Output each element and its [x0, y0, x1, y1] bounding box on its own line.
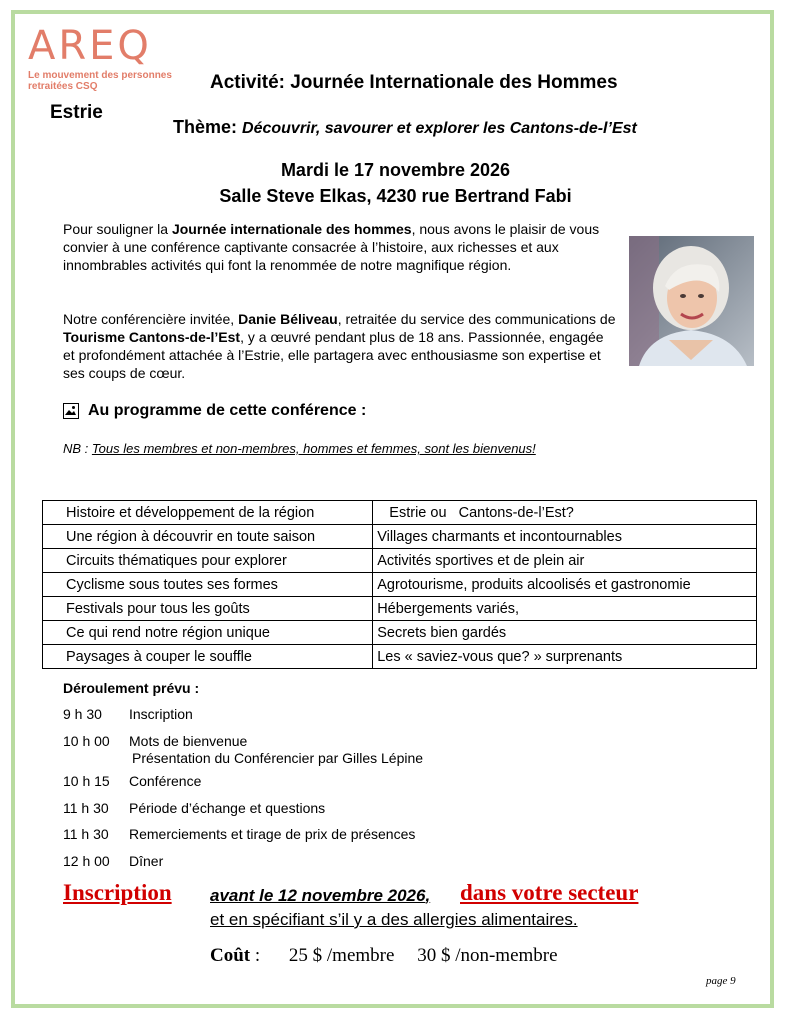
topic-cell-left: Une région à découvrir en toute saison	[43, 525, 373, 549]
intro-paragraph-2	[63, 310, 618, 382]
registration-deadline	[210, 886, 430, 906]
topic-cell-left: Festivals pour tous les goûts	[43, 597, 373, 621]
schedule-label: Conférence	[129, 773, 202, 789]
schedule-time: 11 h 30	[63, 826, 109, 842]
event-date: Mardi le 17 novembre 2026	[280, 160, 511, 180]
table-row	[43, 645, 757, 669]
program-heading	[63, 402, 366, 420]
registration-allergy-note: et en spécifiant s’il y a des allergies alimentaires.	[210, 910, 578, 929]
activity-title: Activité: Journée Internationale des Hommes	[210, 72, 618, 93]
table-row	[43, 597, 757, 621]
areq-logo	[28, 23, 198, 92]
program-title: Au programme de cette conférence :	[88, 402, 367, 419]
topic-cell-right: Hébergements variés,	[373, 597, 757, 621]
topics-table	[42, 500, 757, 669]
table-row	[43, 525, 757, 549]
speaker-text: , retraitée du service des communications de	[337, 311, 616, 327]
table-row	[43, 621, 757, 645]
intro-text: , nous avons le plaisir de vous convier à une conférence captivante consacrée à l’histoire, aux richesses et aux innombrables activités qui font la renommée de notre magnifique région.	[63, 221, 600, 273]
registration-where: dans votre secteur	[460, 880, 639, 905]
topic-cell-right: Secrets bien gardés	[373, 621, 757, 645]
cost-nonmember: 30 $ /non-membre	[417, 945, 558, 966]
schedule-label: Inscription	[129, 706, 193, 722]
schedule-label: Dîner	[129, 853, 164, 869]
schedule-label: Remerciements et tirage de prix de présences	[129, 826, 416, 842]
topic-cell-right: Agrotourisme, produits alcoolisés et gastronomie	[373, 573, 757, 597]
registration-deadline-comma: ,	[425, 886, 431, 905]
table-row	[43, 501, 757, 525]
speaker-text: Notre conférencière invitée,	[63, 311, 239, 327]
topic-cell-right: Villages charmants et incontournables	[373, 525, 757, 549]
topic-cell-left: Paysages à couper le souffle	[43, 645, 373, 669]
logo-tagline	[28, 70, 198, 92]
logo-tagline-line1: Le mouvement des personnes	[28, 70, 172, 81]
nb-label: NB :	[63, 441, 92, 456]
logo-wordmark: AREQ	[28, 23, 152, 69]
schedule-title: Déroulement prévu :	[63, 680, 200, 696]
intro-paragraph-1	[63, 220, 618, 274]
speaker-photo	[629, 236, 754, 366]
schedule-item	[63, 826, 415, 843]
schedule-time: 11 h 30	[63, 800, 109, 816]
schedule-sub-label: Présentation du Conférencier par Gilles Lépine	[132, 750, 424, 766]
schedule-item	[63, 773, 201, 790]
nb-note	[63, 441, 536, 456]
nb-text: Tous les membres et non-membres, hommes et femmes, sont les bienvenus!	[91, 441, 536, 456]
speaker-organization: Tourisme Cantons-de-l’Est	[63, 329, 241, 345]
schedule-time: 12 h 00	[63, 853, 110, 869]
intro-bold: Journée internationale des hommes	[171, 221, 412, 237]
schedule-label: Période d’échange et questions	[129, 800, 326, 816]
topic-cell-right: Les « saviez-vous que? » surprenants	[373, 645, 757, 669]
page-number: page 9	[706, 975, 736, 987]
schedule-time: 9 h 30	[63, 706, 102, 722]
registration-label: Inscription	[63, 880, 172, 905]
topic-cell-left: Cyclisme sous toutes ses formes	[43, 573, 373, 597]
cost-member: 25 $ /membre	[288, 945, 395, 966]
picture-icon	[63, 403, 79, 419]
schedule-item	[63, 733, 423, 767]
topic-cell-right: Activités sportives et de plein air	[373, 549, 757, 573]
theme-label: Thème:	[173, 117, 238, 137]
topic-cell-left: Circuits thématiques pour explorer	[43, 549, 373, 573]
schedule-item	[63, 853, 163, 870]
table-row	[43, 549, 757, 573]
schedule-item	[63, 706, 193, 723]
schedule-label: Mots de bienvenue	[129, 733, 248, 749]
schedule-time: 10 h 15	[63, 773, 110, 789]
schedule-item	[63, 800, 325, 817]
schedule-time: 10 h 00	[63, 733, 110, 749]
cost-separator: :	[250, 945, 261, 966]
region-label: Estrie	[50, 102, 103, 123]
registration-deadline-text: avant le 12 novembre 2026	[210, 886, 426, 905]
cost-line	[210, 945, 558, 967]
topic-cell-right: Estrie ou Cantons-de-l’Est?	[373, 501, 757, 525]
cost-label: Coût	[210, 945, 251, 966]
speaker-text: , y a œuvré pendant plus de 18 ans. Passionnée, engagée et profondément attachée à l’Estrie, elle partagera avec enthousiasme son expertise et ses coups de cœur.	[63, 329, 604, 381]
logo-tagline-line2: retraitées CSQ	[28, 81, 98, 92]
topic-cell-left: Ce qui rend notre région unique	[43, 621, 373, 645]
theme-line	[173, 117, 637, 138]
table-row	[43, 573, 757, 597]
event-venue: Salle Steve Elkas, 4230 rue Bertrand Fabi	[219, 186, 572, 206]
intro-text: Pour souligner la	[63, 221, 172, 237]
theme-text: Découvrir, savourer et explorer les Cantons-de-l’Est	[242, 120, 637, 137]
speaker-name: Danie Béliveau	[238, 311, 338, 327]
topic-cell-left: Histoire et développement de la région	[43, 501, 373, 525]
speaker-portrait-image	[629, 236, 754, 366]
